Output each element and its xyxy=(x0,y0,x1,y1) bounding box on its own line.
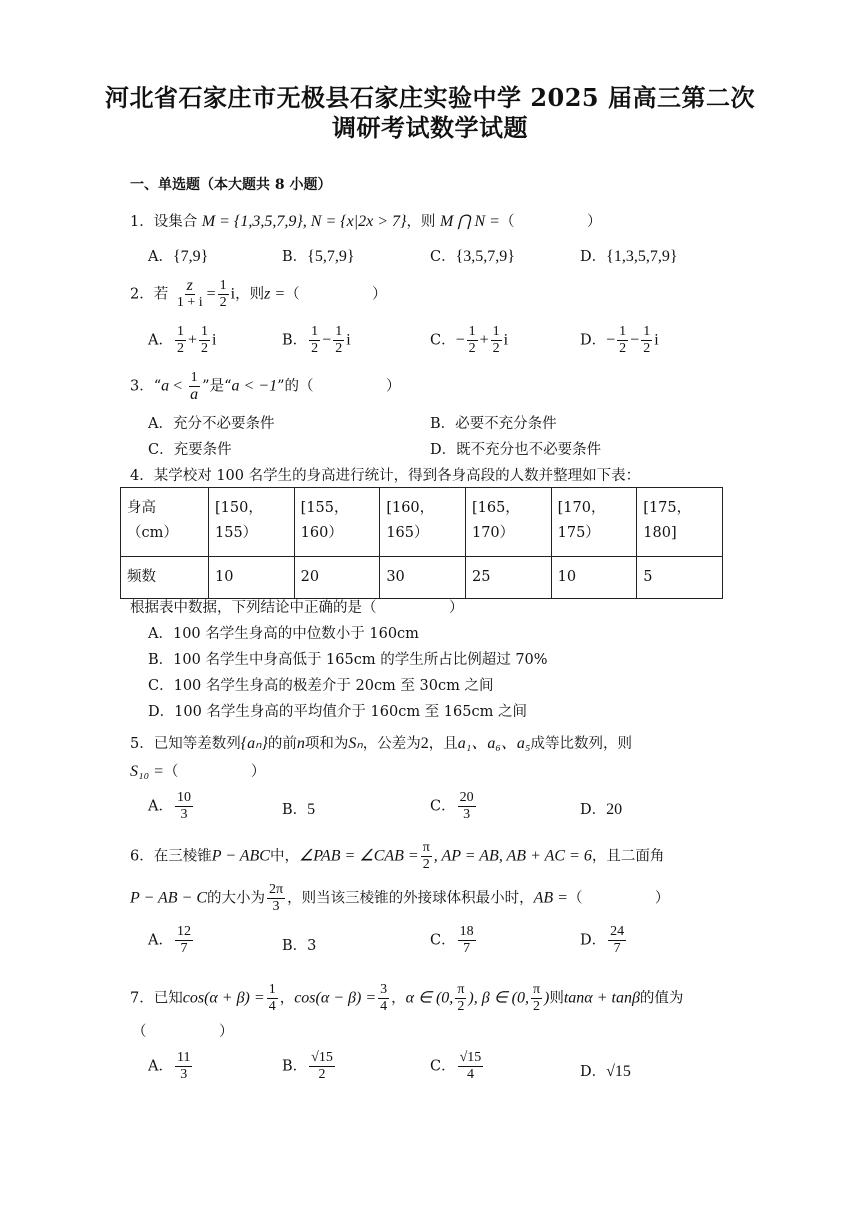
q1-option-a[interactable]: A．{7,9} xyxy=(148,248,209,265)
question-7-paren: （ ） xyxy=(132,1024,234,1040)
question-5-line2: S₁₀ =（ ） xyxy=(130,763,266,780)
question-1-stem xyxy=(130,210,601,231)
q6-option-c[interactable]: C． $\frac{18}{7}$ xyxy=(430,924,474,956)
table-row xyxy=(121,557,723,599)
q1-expr: M ⋂ N = xyxy=(440,213,500,230)
table-cell: 频数 xyxy=(121,557,209,599)
q5-option-a[interactable]: A． $\frac{10}{3}$ xyxy=(148,790,191,822)
q3-option-d[interactable]: D．既不充分也不必要条件 xyxy=(430,442,602,458)
q1-option-c[interactable]: C．{3,5,7,9} xyxy=(430,248,515,265)
q1-sets: M = {1,3,5,7,9}, N = {x|2x > 7} xyxy=(201,213,407,230)
q4-option-b[interactable]: B．100 名学生中身高低于 165cm 的学生所占比例超过 70% xyxy=(148,652,548,668)
q2-option-d[interactable]: D．− $\frac{1}{2}$ − $\frac{1}{2}$ i xyxy=(580,324,659,356)
question-2-stem: 2．若 $\frac{z}{1 + i}$ = $\frac{1}{2}$ i，则z =（ ） xyxy=(130,277,387,310)
q7-option-c[interactable]: C． $\frac{√15}{4}$ xyxy=(430,1050,482,1082)
exam-title-line1: 河北省石家庄市无极县石家庄实验中学 2025 届高三第二次 xyxy=(104,83,755,112)
question-6-stem: 6．在三棱锥P − ABC中，∠PAB = ∠CAB = $\frac{\pi}{2}$ , AP = AB, AB + AC = 6，且二面角 xyxy=(130,840,665,872)
table-cell: 10 xyxy=(209,557,295,599)
exam-title-line2: 调研考试数学试题 xyxy=(332,113,528,142)
q2-option-c[interactable]: C．− $\frac{1}{2}$ + $\frac{1}{2}$ i xyxy=(430,324,509,356)
q2-option-b[interactable]: B． $\frac{1}{2}$ − $\frac{1}{2}$ i xyxy=(282,324,351,356)
question-5-stem: 5．已知等差数列{aₙ}的前n项和为Sₙ，公差为2，且a₁、a₆、a₅成等比数列，则 xyxy=(130,735,632,752)
q2-fraction-z: $\frac{z}{1 + i}$ xyxy=(176,277,203,310)
table-cell: 25 xyxy=(465,557,551,599)
table-cell: 身高 （cm） xyxy=(121,488,209,557)
q1-paren: （ ） xyxy=(499,214,602,230)
table-cell: [165， 170） xyxy=(465,488,551,557)
question-4-stem: 4．某学校对 100 名学生的身高进行统计，得到各身高段的人数并整理如下表： xyxy=(130,468,641,484)
q1-option-b[interactable]: B．{5,7,9} xyxy=(282,248,355,265)
q5-option-d[interactable]: D．20 xyxy=(580,801,623,818)
table-cell: 5 xyxy=(637,557,723,599)
q2-option-a[interactable]: A． $\frac{1}{2}$ + $\frac{1}{2}$ i xyxy=(148,324,217,356)
q3-option-c[interactable]: C．充要条件 xyxy=(148,442,232,458)
q5-option-c[interactable]: C． $\frac{20}{3}$ xyxy=(430,790,474,822)
table-cell: [150， 155） xyxy=(209,488,295,557)
table-cell: [155， 160） xyxy=(294,488,380,557)
q4-option-a[interactable]: A．100 名学生身高的中位数小于 160cm xyxy=(148,626,419,642)
q4-option-c[interactable]: C．100 名学生身高的极差介于 20cm 至 30cm 之间 xyxy=(148,678,494,694)
q4-option-d[interactable]: D．100 名学生身高的平均值介于 160cm 至 165cm 之间 xyxy=(148,704,527,720)
table-cell: [175， 180] xyxy=(637,488,723,557)
q1-option-d[interactable]: D．{1,3,5,7,9} xyxy=(580,248,678,265)
question-6-line2: P − AB − C的大小为 $\frac{2\pi}{3}$ ，则当该三棱锥的外接球体积最小时，AB =（ ） xyxy=(130,882,670,914)
q6-option-d[interactable]: D． $\frac{24}{7}$ xyxy=(580,924,625,956)
table-cell: 20 xyxy=(294,557,380,599)
table-row xyxy=(121,488,723,557)
height-frequency-table xyxy=(120,487,723,599)
question-4-ask: 根据表中数据，下列结论中正确的是（ ） xyxy=(130,600,464,616)
table-cell: 30 xyxy=(380,557,466,599)
question-7-stem: 7．已知cos(α + β) = $\frac{1}{4}$ ，cos(α − β) = $\frac{3}{4}$ ，α ∈ (0, $\frac{\pi}{2}$ ), β ∈ (0, $\frac{\pi}{2}$ )则tanα + tanβ的值为 xyxy=(130,982,684,1014)
q1-mid: ，则 xyxy=(406,214,436,230)
q6-option-a[interactable]: A． $\frac{12}{7}$ xyxy=(148,924,191,956)
q7-option-d[interactable]: D．√15 xyxy=(580,1063,631,1080)
q1-prefix: 1．设集合 xyxy=(130,214,198,230)
q7-option-a[interactable]: A． $\frac{11}{3}$ xyxy=(148,1050,191,1082)
section-heading: 一、单选题（本大题共 8 小题） xyxy=(130,177,332,193)
q3-option-b[interactable]: B．必要不充分条件 xyxy=(430,416,557,432)
q3-option-a[interactable]: A．充分不必要条件 xyxy=(148,416,275,432)
table-cell: [160， 165） xyxy=(380,488,466,557)
q5-option-b[interactable]: B．5 xyxy=(282,801,316,818)
q7-option-b[interactable]: B． $\frac{√15}{2}$ xyxy=(282,1050,333,1082)
q2-fraction-half: $\frac{1}{2}$ xyxy=(219,278,227,310)
table-cell: [170， 175） xyxy=(551,488,637,557)
q6-option-b[interactable]: B．3 xyxy=(282,938,317,954)
question-3-stem: 3．“a < $\frac{1}{a}$ ”是“a < −1”的（ ） xyxy=(130,370,401,403)
table-cell: 10 xyxy=(551,557,637,599)
